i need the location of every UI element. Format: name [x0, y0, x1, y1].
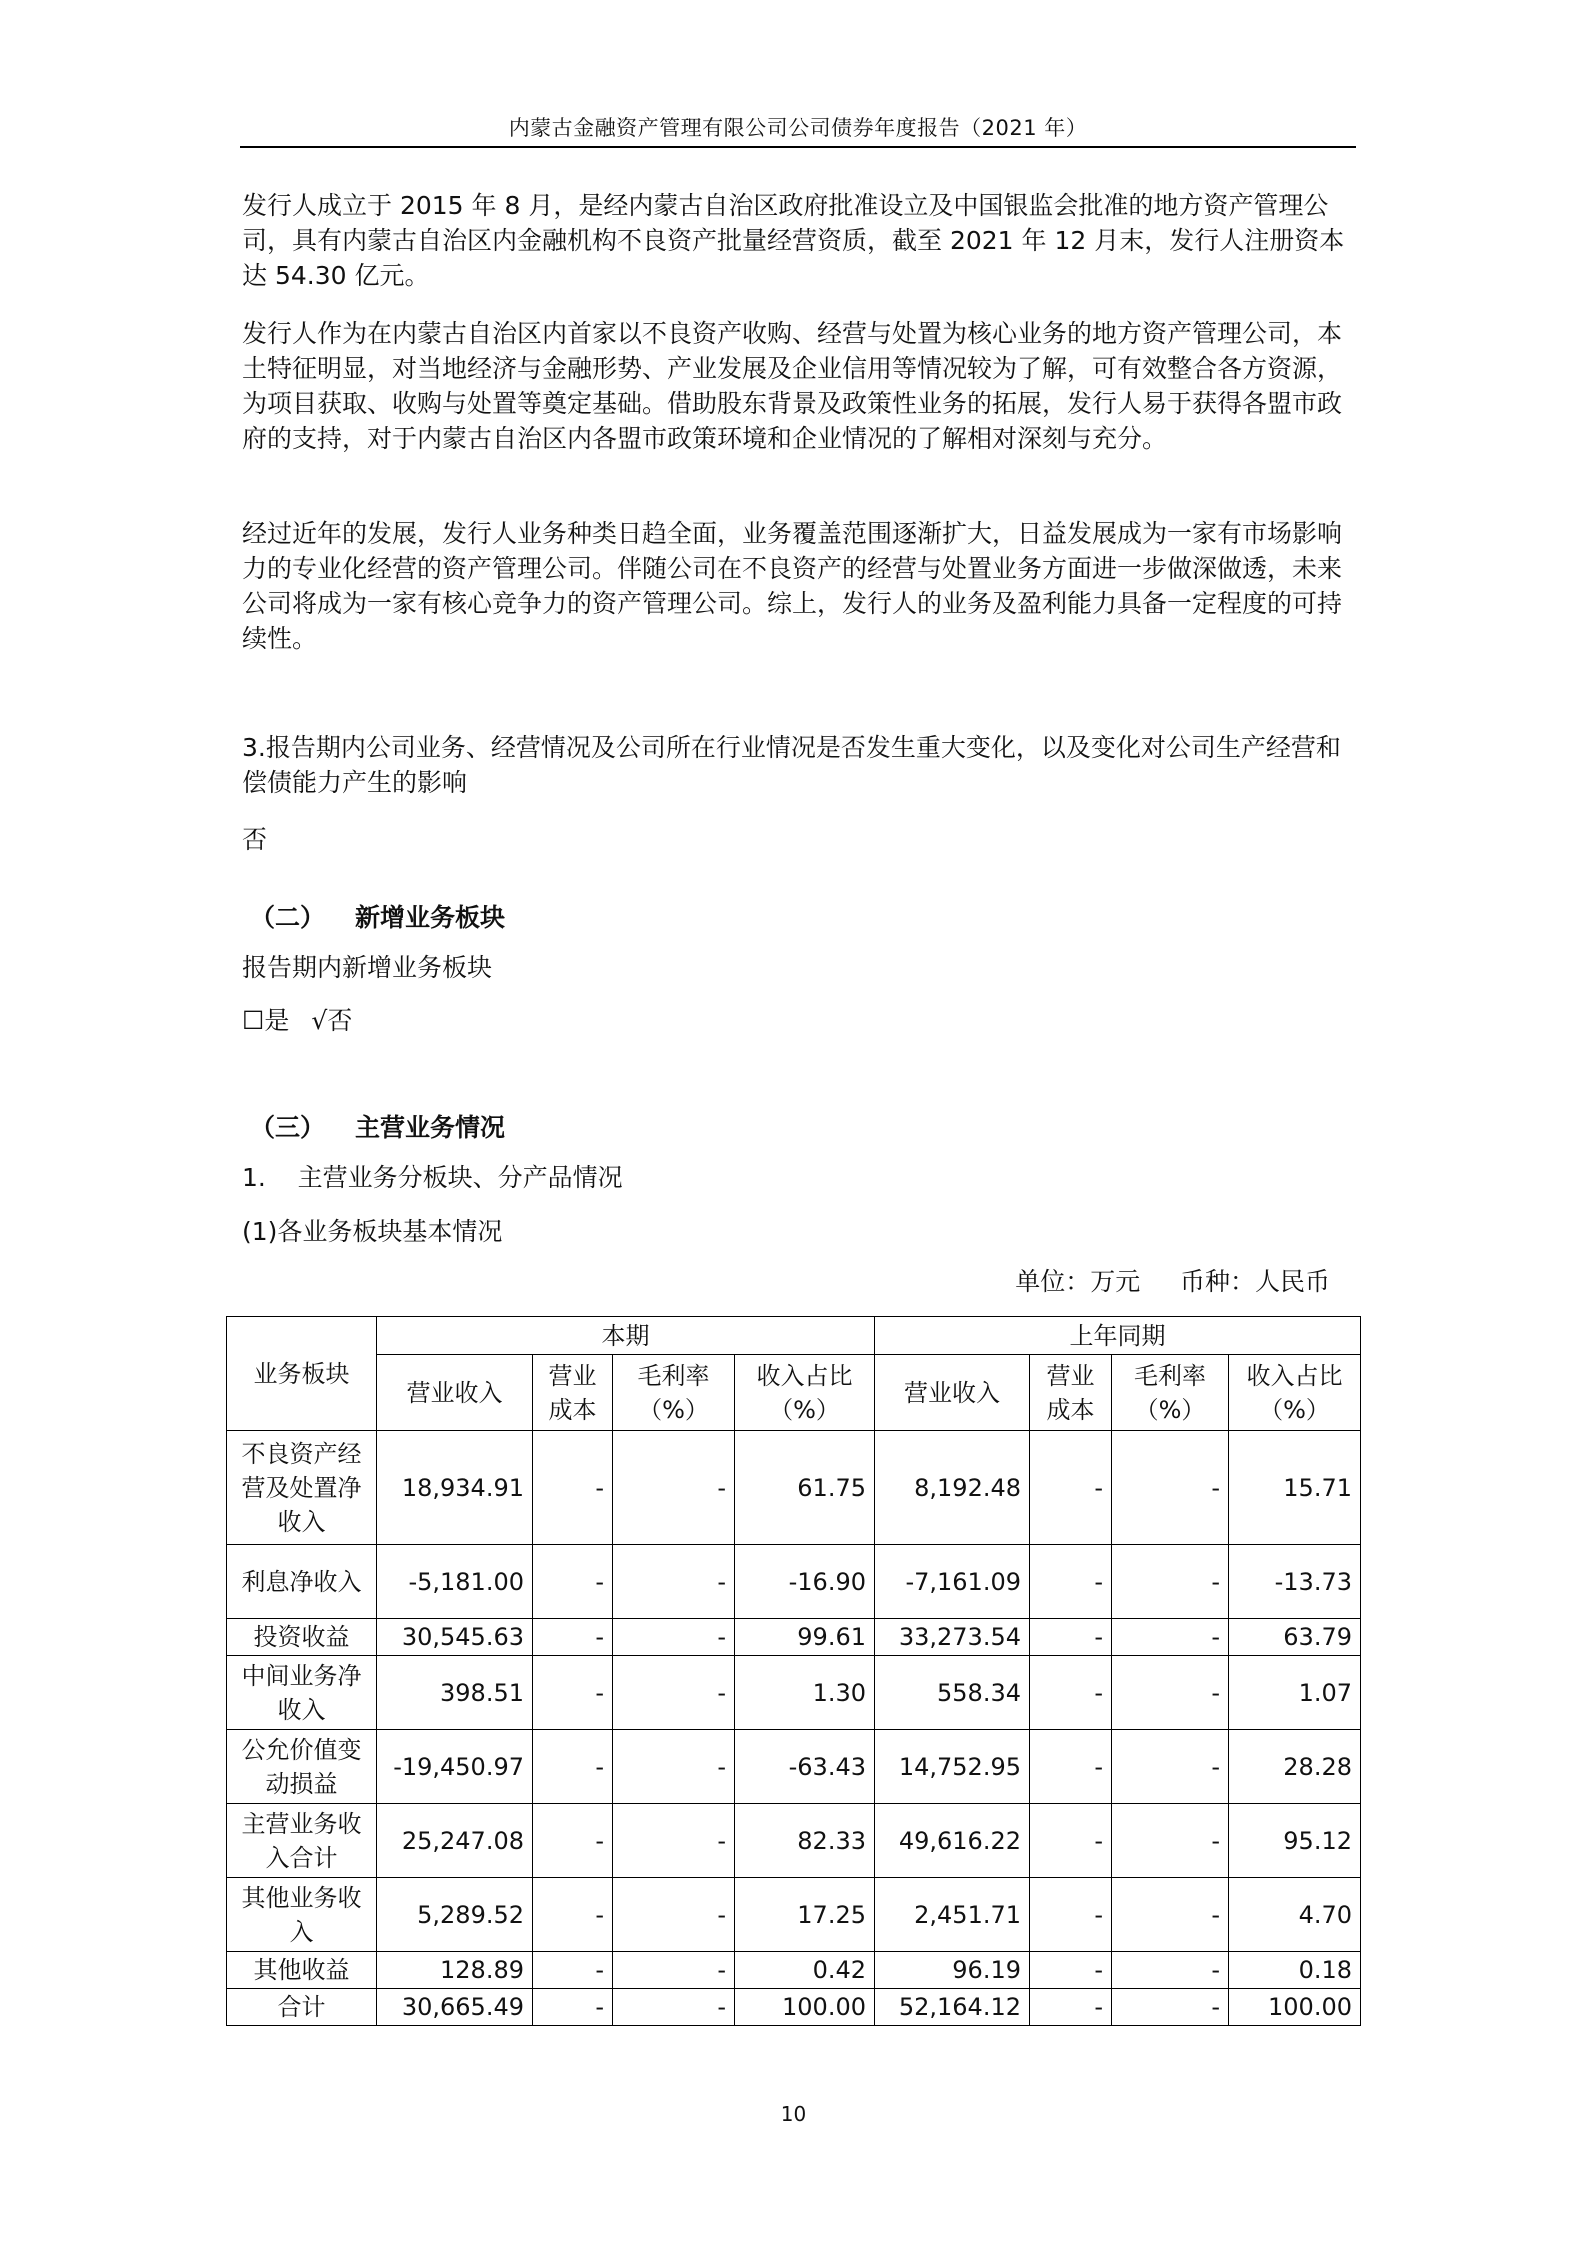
- table-cell: 1.07: [1229, 1656, 1361, 1730]
- section-3-number: （三）: [250, 1113, 326, 1142]
- table-cell: -: [1030, 1656, 1112, 1730]
- table-cell: -13.73: [1229, 1545, 1361, 1619]
- table-cell: 398.51: [377, 1656, 533, 1730]
- table-cell: -: [533, 1545, 613, 1619]
- table-cell: 30,665.49: [377, 1989, 533, 2026]
- business-segment-table: [226, 1316, 1361, 2026]
- table-row: [227, 1952, 1361, 1989]
- table-cell: -: [613, 1619, 735, 1656]
- section-3-heading: [250, 1108, 505, 1144]
- question-3-answer: 否: [242, 825, 268, 854]
- table-cell: 128.89: [377, 1952, 533, 1989]
- table-row-total: [227, 1989, 1361, 2026]
- row-label: 主营业务收入合计: [227, 1804, 377, 1878]
- row-label: 不良资产经营及处置净收入: [227, 1431, 377, 1545]
- table-cell: -19,450.97: [377, 1730, 533, 1804]
- table-cell: -: [1030, 1989, 1112, 2026]
- group-header-prior: 上年同期: [875, 1317, 1361, 1355]
- table-cell: 14,752.95: [875, 1730, 1030, 1804]
- section-3-title: 主营业务情况: [355, 1113, 506, 1142]
- sub-header: 毛利率（%）: [1112, 1355, 1229, 1431]
- table-cell: 0.18: [1229, 1952, 1361, 1989]
- table-cell: 558.34: [875, 1656, 1030, 1730]
- row-label: 利息净收入: [227, 1545, 377, 1619]
- table-cell: 15.71: [1229, 1431, 1361, 1545]
- table-cell: -: [533, 1619, 613, 1656]
- table-cell: -: [533, 1952, 613, 1989]
- table-cell: -: [533, 1878, 613, 1952]
- sub-header: 毛利率（%）: [613, 1355, 735, 1431]
- table-row: [227, 1878, 1361, 1952]
- row-label: 合计: [227, 1989, 377, 2026]
- table-cell: -: [613, 1952, 735, 1989]
- table-row: [227, 1804, 1361, 1878]
- table-cell: -: [1030, 1804, 1112, 1878]
- table-cell: -7,161.09: [875, 1545, 1030, 1619]
- sub-header: 营业收入: [875, 1355, 1030, 1431]
- table-cell: 4.70: [1229, 1878, 1361, 1952]
- table-cell: 18,934.91: [377, 1431, 533, 1545]
- table-cell: 5,289.52: [377, 1878, 533, 1952]
- option-no: √否: [311, 1006, 353, 1035]
- table-cell: 25,247.08: [377, 1804, 533, 1878]
- table-cell: 8,192.48: [875, 1431, 1030, 1545]
- table-cell: -: [613, 1989, 735, 2026]
- table-cell: -: [533, 1989, 613, 2026]
- table-cell: -: [613, 1545, 735, 1619]
- subsection-1-1: (1)各业务板块基本情况: [242, 1217, 503, 1246]
- section-2-number: （二）: [250, 903, 326, 932]
- col-header-segment: 业务板块: [227, 1317, 377, 1431]
- table-cell: -: [533, 1656, 613, 1730]
- table-cell: -: [1030, 1952, 1112, 1989]
- sub-header: 营业成本: [1030, 1355, 1112, 1431]
- group-header-current: 本期: [377, 1317, 875, 1355]
- table-cell: -5,181.00: [377, 1545, 533, 1619]
- table-row: [227, 1730, 1361, 1804]
- new-segment-options: [242, 1003, 1356, 1038]
- table-cell: 96.19: [875, 1952, 1030, 1989]
- table-row: [227, 1656, 1361, 1730]
- question-3: 3.报告期内公司业务、经营情况及公司所在行业情况是否发生重大变化，以及变化对公司生产经营和偿债能力产生的影响: [242, 733, 1341, 797]
- section-2-heading: [250, 898, 505, 934]
- section-2-title: 新增业务板块: [355, 903, 506, 932]
- table-cell: -: [1112, 1952, 1229, 1989]
- table-cell: -: [613, 1878, 735, 1952]
- running-header: 内蒙古金融资产管理有限公司公司债券年度报告（2021 年）: [508, 116, 1088, 140]
- table-cell: -: [1112, 1656, 1229, 1730]
- page-number: 10: [780, 2102, 807, 2126]
- table-cell: 63.79: [1229, 1619, 1361, 1656]
- table-cell: 28.28: [1229, 1730, 1361, 1804]
- table-cell: -: [1030, 1878, 1112, 1952]
- header-rule: [240, 146, 1356, 148]
- option-yes: ☐是: [242, 1006, 290, 1035]
- table-cell: 33,273.54: [875, 1619, 1030, 1656]
- table-cell: -: [533, 1431, 613, 1545]
- paragraph-positioning: 发行人作为在内蒙古自治区内首家以不良资产收购、经营与处置为核心业务的地方资产管理公司，本土特征明显，对当地经济与金融形势、产业发展及企业信用等情况较为了解，可有效整合各方资源，为项目获取、收购与处置等奠定基础。借助股东背景及政策性业务的拓展，发行人易于获得各盟市政府的支持，对于内蒙古自治区内各盟市政策环境和企业情况的了解相对深刻与充分。: [242, 319, 1343, 453]
- sub-header: 营业成本: [533, 1355, 613, 1431]
- paragraph-development: 经过近年的发展，发行人业务种类日趋全面，业务覆盖范围逐渐扩大，日益发展成为一家有市场影响力的专业化经营的资产管理公司。伴随公司在不良资产的经营与处置业务方面进一步做深做透，未来公司将成为一家有核心竞争力的资产管理公司。综上，发行人的业务及盈利能力具备一定程度的可持续性。: [242, 519, 1343, 653]
- sub-header: 营业收入: [377, 1355, 533, 1431]
- table-cell: -: [533, 1804, 613, 1878]
- table-cell: -: [613, 1804, 735, 1878]
- table-cell: -: [1112, 1989, 1229, 2026]
- table-cell: 82.33: [735, 1804, 875, 1878]
- table-cell: 1.30: [735, 1656, 875, 1730]
- table-cell: -: [1030, 1431, 1112, 1545]
- table-cell: -16.90: [735, 1545, 875, 1619]
- table-cell: -: [1112, 1804, 1229, 1878]
- unit-currency-note: 单位：万元 币种：人民币: [1015, 1267, 1330, 1296]
- row-label: 公允价值变动损益: [227, 1730, 377, 1804]
- table-cell: -: [1030, 1619, 1112, 1656]
- table-cell: 2,451.71: [875, 1878, 1030, 1952]
- table-cell: 61.75: [735, 1431, 875, 1545]
- table-row: [227, 1619, 1361, 1656]
- table-cell: -: [1112, 1878, 1229, 1952]
- table-cell: -: [533, 1730, 613, 1804]
- table-row: [227, 1431, 1361, 1545]
- new-segment-line: 报告期内新增业务板块: [242, 953, 493, 982]
- table-cell: -: [1030, 1545, 1112, 1619]
- table-cell: -: [1030, 1730, 1112, 1804]
- table-cell: 100.00: [1229, 1989, 1361, 2026]
- row-label: 其他收益: [227, 1952, 377, 1989]
- table-cell: 30,545.63: [377, 1619, 533, 1656]
- sub-header: 收入占比（%）: [735, 1355, 875, 1431]
- table-cell: -: [1112, 1730, 1229, 1804]
- table-cell: -: [613, 1730, 735, 1804]
- paragraph-establishment: 发行人成立于 2015 年 8 月，是经内蒙古自治区政府批准设立及中国银监会批准的地方资产管理公司，具有内蒙古自治区内金融机构不良资产批量经营资质，截至 2021 年 12 月末，发行人注册资本达 54.30 亿元。: [242, 191, 1345, 290]
- row-label: 中间业务净收入: [227, 1656, 377, 1730]
- row-label: 其他业务收入: [227, 1878, 377, 1952]
- table-cell: -: [613, 1431, 735, 1545]
- table-cell: 52,164.12: [875, 1989, 1030, 2026]
- table-cell: -: [613, 1656, 735, 1730]
- table-cell: -: [1112, 1545, 1229, 1619]
- row-label: 投资收益: [227, 1619, 377, 1656]
- subsection-1: 1. 主营业务分板块、分产品情况: [242, 1163, 623, 1192]
- table-cell: 99.61: [735, 1619, 875, 1656]
- sub-header: 收入占比（%）: [1229, 1355, 1361, 1431]
- table-cell: -: [1112, 1619, 1229, 1656]
- table-cell: -63.43: [735, 1730, 875, 1804]
- table-cell: 100.00: [735, 1989, 875, 2026]
- table-cell: 95.12: [1229, 1804, 1361, 1878]
- table-cell: 49,616.22: [875, 1804, 1030, 1878]
- table-row: [227, 1545, 1361, 1619]
- table-cell: -: [1112, 1431, 1229, 1545]
- table-cell: 17.25: [735, 1878, 875, 1952]
- table-cell: 0.42: [735, 1952, 875, 1989]
